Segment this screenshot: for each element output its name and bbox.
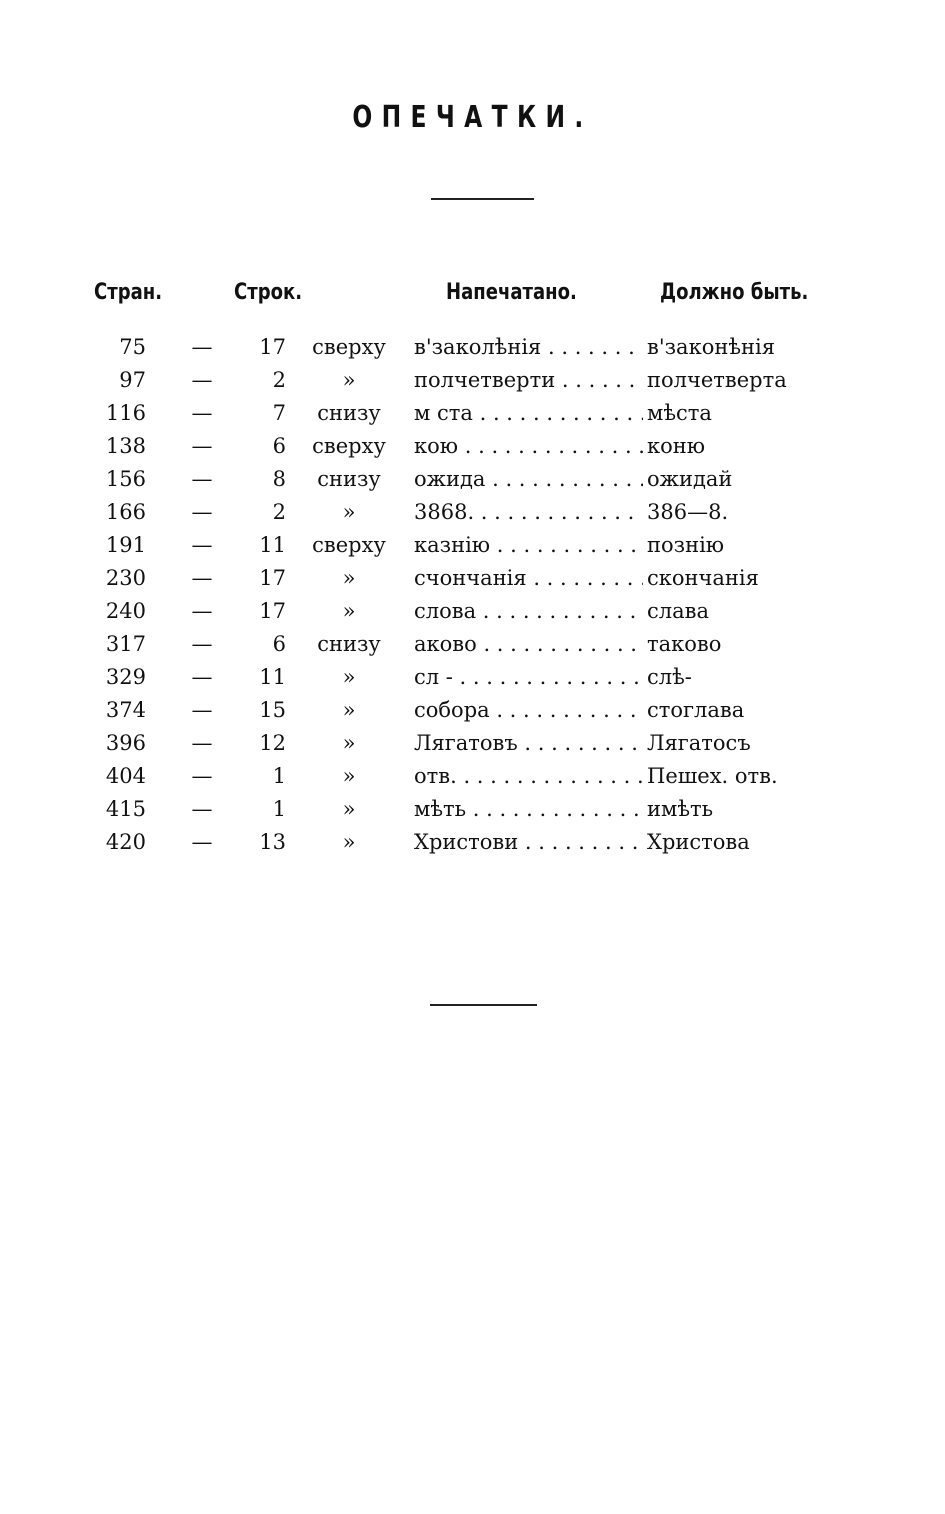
line-number: 11: [259, 533, 286, 557]
should-be-text: стоглава: [643, 694, 744, 727]
header-line: Строк.: [234, 280, 303, 305]
printed-text: собора . . .: [414, 694, 644, 727]
line-number: 11: [259, 665, 286, 689]
line-position: »: [342, 764, 356, 788]
should-be-text: Пешех. отв.: [643, 760, 778, 793]
table-row: [0, 793, 945, 826]
page-number: 166: [105, 500, 146, 524]
printed-text: в'заколѣнія . . .: [414, 331, 644, 364]
line-number: 17: [259, 335, 286, 359]
should-be-text: Христова: [643, 826, 750, 859]
table-row: [0, 463, 945, 496]
line-number: 2: [272, 368, 286, 392]
printed-text: Лягатовъ . . .: [414, 727, 644, 760]
line-position: снизу: [317, 401, 381, 425]
line-position: »: [342, 665, 356, 689]
page-number: 396: [105, 731, 146, 755]
table-row: [0, 826, 945, 859]
should-be-text: полчетверта: [643, 364, 787, 397]
page-number: 317: [105, 632, 146, 656]
dash-separator: —: [191, 830, 213, 854]
table-row: [0, 628, 945, 661]
printed-text: 3868. . . .: [414, 496, 644, 529]
should-be-text: слѣ-: [643, 661, 692, 694]
header-should-be: Должно быть.: [660, 280, 809, 305]
printed-text: сл - . . .: [414, 661, 644, 694]
table-row: [0, 595, 945, 628]
dash-separator: —: [191, 335, 213, 359]
line-position: »: [342, 566, 356, 590]
dash-separator: —: [191, 401, 213, 425]
line-number: 12: [259, 731, 286, 755]
table-row: [0, 529, 945, 562]
line-position: снизу: [317, 467, 381, 491]
printed-text: мѣть . . .: [414, 793, 644, 826]
table-row: [0, 760, 945, 793]
dash-separator: —: [191, 731, 213, 755]
table-row: [0, 661, 945, 694]
printed-text: счончанія . . .: [414, 562, 644, 595]
should-be-text: ожидай: [643, 463, 732, 496]
dash-separator: —: [191, 566, 213, 590]
dash-separator: —: [191, 599, 213, 623]
line-position: »: [342, 731, 356, 755]
page-number: 191: [105, 533, 146, 557]
bottom-divider: [430, 1004, 537, 1006]
printed-text: казнію . . .: [414, 529, 644, 562]
line-number: 6: [272, 434, 286, 458]
should-be-text: таково: [643, 628, 721, 661]
line-position: »: [342, 368, 356, 392]
page-number: 415: [105, 797, 146, 821]
line-position: сверху: [312, 434, 386, 458]
table-row: [0, 364, 945, 397]
should-be-text: слава: [643, 595, 709, 628]
dash-separator: —: [191, 500, 213, 524]
printed-text: полчетверти . . .: [414, 364, 644, 397]
line-position: »: [342, 797, 356, 821]
table-row: [0, 430, 945, 463]
table-row: [0, 496, 945, 529]
should-be-text: скончанія: [643, 562, 759, 595]
line-number: 17: [259, 599, 286, 623]
line-number: 17: [259, 566, 286, 590]
header-page: Стран.: [94, 280, 163, 305]
printed-text: Христови . . .: [414, 826, 644, 859]
dash-separator: —: [191, 797, 213, 821]
page-number: 374: [105, 698, 146, 722]
line-number: 13: [259, 830, 286, 854]
dash-separator: —: [191, 764, 213, 788]
line-position: сверху: [312, 335, 386, 359]
dash-separator: —: [191, 368, 213, 392]
line-position: снизу: [317, 632, 381, 656]
line-number: 6: [272, 632, 286, 656]
table-row: [0, 727, 945, 760]
table-row: [0, 694, 945, 727]
table-row: [0, 397, 945, 430]
page-number: 240: [105, 599, 146, 623]
page-number: 97: [119, 368, 146, 392]
should-be-text: коню: [643, 430, 705, 463]
table-row: [0, 331, 945, 364]
page-number: 156: [105, 467, 146, 491]
header-printed: Напечатано.: [446, 280, 577, 305]
line-number: 1: [272, 797, 286, 821]
dash-separator: —: [191, 533, 213, 557]
line-number: 1: [272, 764, 286, 788]
printed-text: аково . . .: [414, 628, 644, 661]
line-position: »: [342, 500, 356, 524]
line-number: 8: [272, 467, 286, 491]
line-position: сверху: [312, 533, 386, 557]
top-divider: [431, 198, 534, 200]
should-be-text: познію: [643, 529, 724, 562]
page-number: 230: [105, 566, 146, 590]
should-be-text: в'законѣнія: [643, 331, 775, 364]
printed-text: слова . . .: [414, 595, 644, 628]
line-number: 7: [272, 401, 286, 425]
should-be-text: 386—8.: [643, 496, 728, 529]
printed-text: кою . . .: [414, 430, 644, 463]
line-position: »: [342, 698, 356, 722]
page-number: 138: [105, 434, 146, 458]
page-number: 329: [105, 665, 146, 689]
should-be-text: мѣста: [643, 397, 712, 430]
line-number: 15: [259, 698, 286, 722]
line-position: »: [342, 830, 356, 854]
page-number: 420: [105, 830, 146, 854]
page-number: 116: [105, 401, 146, 425]
should-be-text: имѣть: [643, 793, 713, 826]
printed-text: м ста . . .: [414, 397, 644, 430]
line-number: 2: [272, 500, 286, 524]
should-be-text: Лягатосъ: [643, 727, 751, 760]
errata-table: [0, 331, 945, 859]
dash-separator: —: [191, 698, 213, 722]
dash-separator: —: [191, 434, 213, 458]
table-row: [0, 562, 945, 595]
dash-separator: —: [191, 665, 213, 689]
page-number: 404: [105, 764, 146, 788]
dash-separator: —: [191, 632, 213, 656]
dash-separator: —: [191, 467, 213, 491]
page-number: 75: [119, 335, 146, 359]
printed-text: отв. . . .: [414, 760, 644, 793]
line-position: »: [342, 599, 356, 623]
page-title: ОПЕЧАТКИ.: [352, 100, 593, 135]
printed-text: ожида . . .: [414, 463, 644, 496]
